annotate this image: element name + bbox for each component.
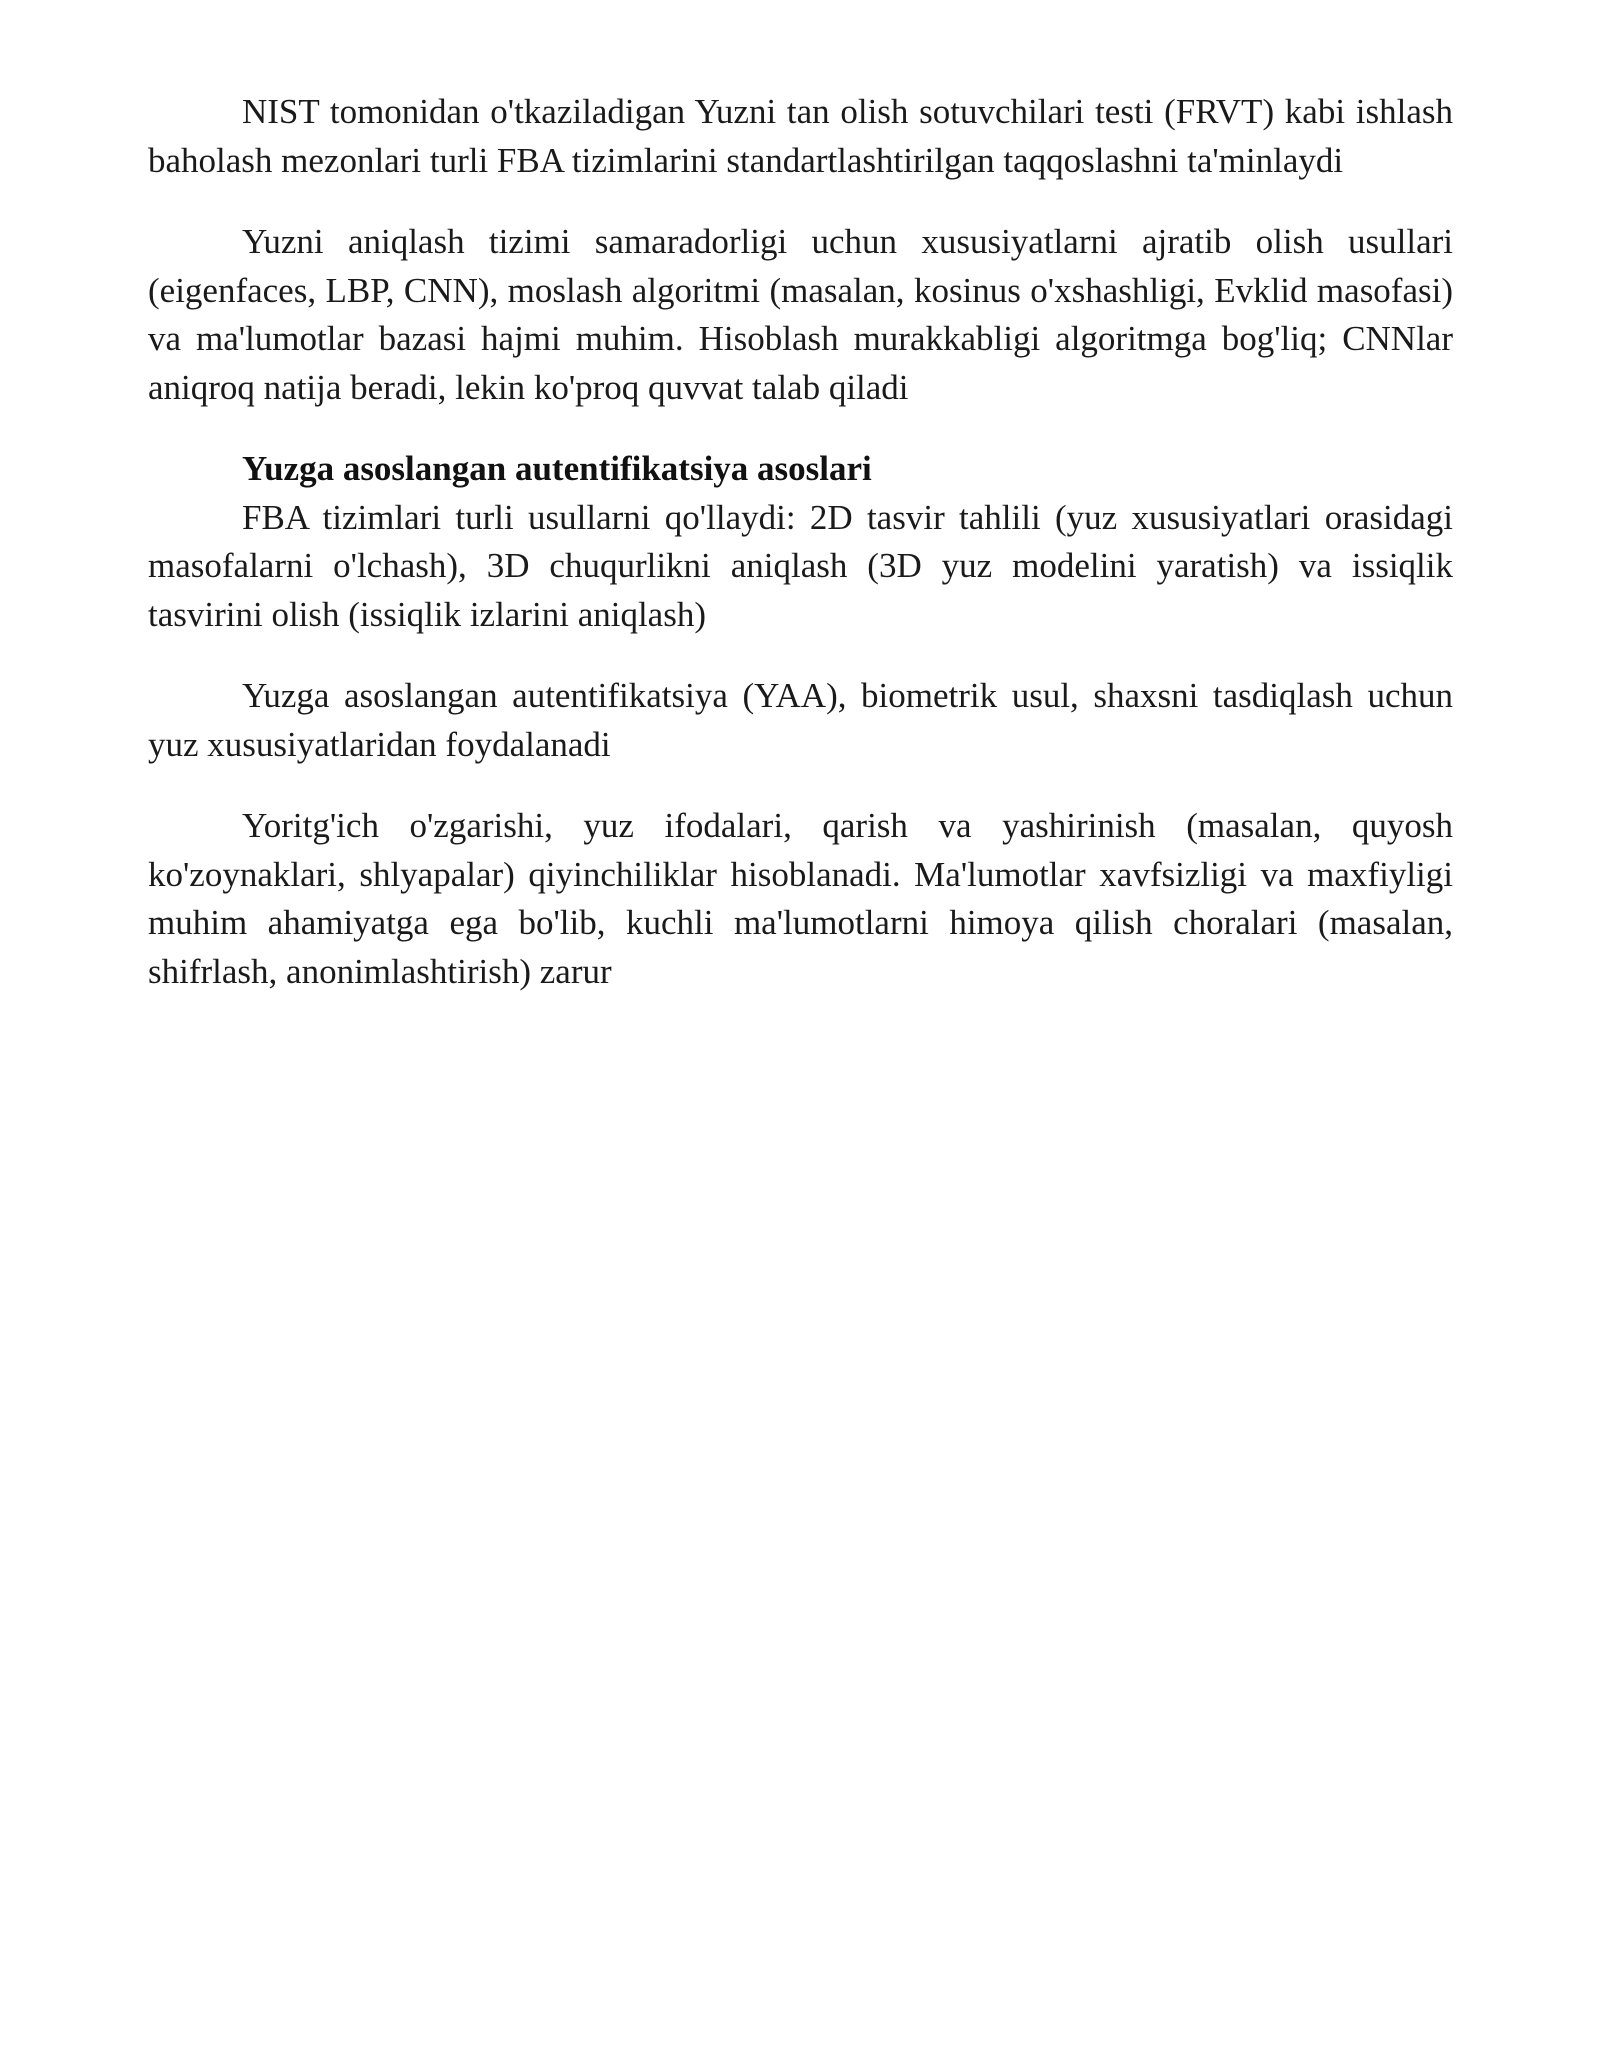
paragraph-methods: FBA tizimlari turli usullarni qo'llaydi: 2D tasvir tahlili (yuz xususiyatlari orasidagi masofalarni o'lchash), 3D chuqurlikni aniqlash (3D yuz modelini yaratish) va issiqlik tasvirini olish (issiqlik izlarini aniqlash) [148, 497, 1453, 634]
paragraph-system-performance: Yuzni aniqlash tizimi samaradorligi uchun xususiyatlarni ajratib olish usullari (eigenfaces, LBP, CNN), moslash algoritmi (masalan, kosinus o'xshashligi, Evklid masofasi) va ma'lumotlar bazasi hajmi muhim. Hisoblash murakkabligi algoritmga bog'liq; CNNlar aniqroq natija beradi, lekin ko'proq quvvat talab qiladi [148, 222, 1453, 407]
paragraph-frvt: NIST tomonidan o'tkaziladigan Yuzni tan olish sotuvchilari testi (FRVT) kabi ishlash baholash mezonlari turli FBA tizimlarini standartlashtirilgan taqqoslashni ta'minlaydi [148, 92, 1453, 180]
section-heading: Yuzga asoslangan autentifikatsiya asoslari [242, 449, 872, 488]
document-body [148, 88, 1453, 1029]
paragraph-yaa-definition: Yuzga asoslangan autentifikatsiya (YAA), biometrik usul, shaxsni tasdiqlash uchun yuz xususiyatlaridan foydalanadi [148, 676, 1453, 764]
paragraph-challenges: Yoritg'ich o'zgarishi, yuz ifodalari, qarish va yashirinish (masalan, quyosh ko'zoynaklari, shlyapalar) qiyinchiliklar hisoblanadi. Ma'lumotlar xavfsizligi va maxfiyligi muhim ahamiyatga ega bo'lib, kuchli ma'lumotlarni himoya qilish choralari (masalan, shifrlash, anonimlashtirish) zarur [148, 806, 1453, 991]
